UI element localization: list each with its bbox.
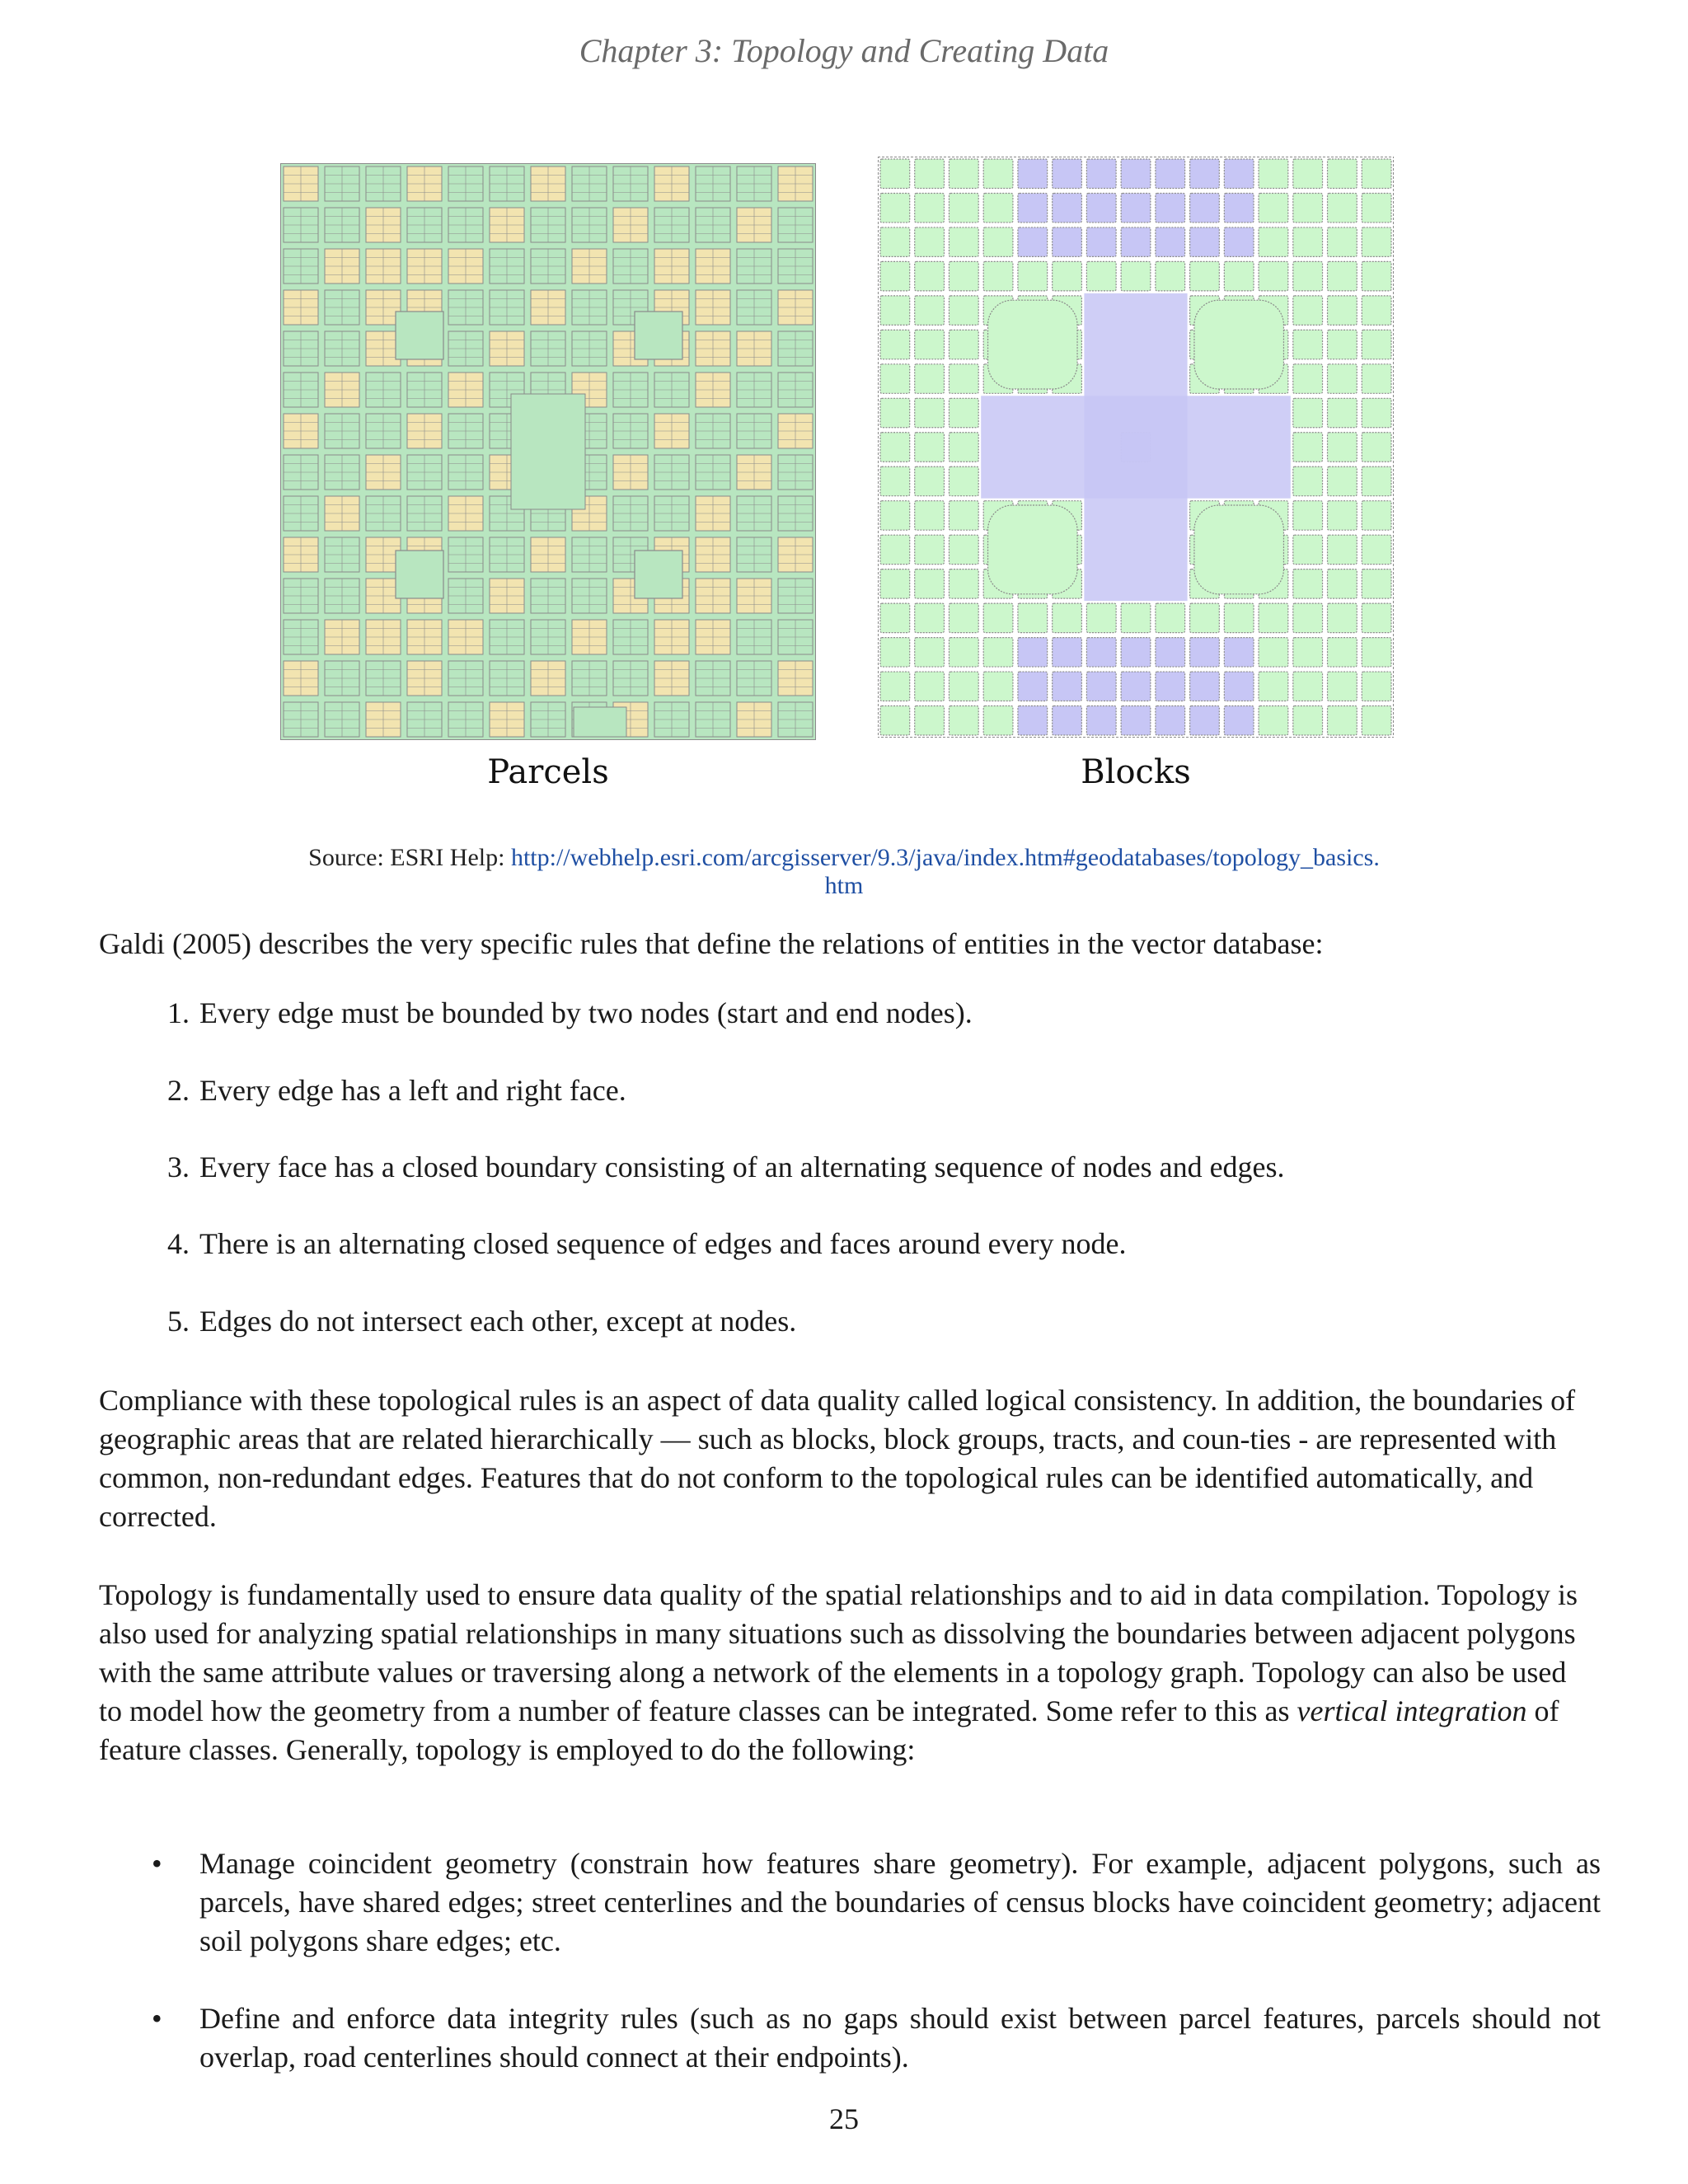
bullet-mark: • [152, 2002, 162, 2035]
blocks-map-image [878, 157, 1394, 738]
figure-source-caption [0, 844, 1688, 900]
topology-uses-paragraph [99, 1576, 1591, 1769]
emphasized-term: vertical integration [1296, 1694, 1527, 1727]
rule-text: Every face has a closed boundary consisting of an alternating sequence of nodes and edges. [199, 1151, 1285, 1183]
topology-figure [280, 157, 1401, 808]
source-link-continued[interactable]: htm [824, 872, 864, 899]
rule-text: There is an alternating closed sequence of edges and faces around every node. [199, 1227, 1127, 1260]
rule-text: Edges do not intersect each other, except at nodes. [199, 1305, 797, 1338]
blocks-label: Blocks [1081, 753, 1191, 791]
intro-paragraph: Galdi (2005) describes the very specific rules that define the relations of entities in the vector database: [99, 927, 1324, 960]
rule-number: 1. [167, 996, 190, 1029]
parcels-label: Parcels [487, 753, 609, 791]
rule-number: 4. [167, 1227, 190, 1260]
bullet-text: Define and enforce data integrity rules (such as no gaps should exist between parcel features, parcels should not overlap, road centerlines should connect at their endpoints). [199, 2002, 1601, 2074]
rule-number: 3. [167, 1151, 190, 1183]
chapter-header: Chapter 3: Topology and Creating Data [579, 32, 1109, 69]
logical-consistency-paragraph: Compliance with these topological rules is an aspect of data quality called logical consistency. In addition, the boundaries of geographic areas that are related hierarchically — such as blocks, block groups, tracts, and coun-ties - are represented with common, non-redundant edges. Features that do not conform to the topological rules can be identified automatically, and corrected. [99, 1384, 1576, 1533]
paragraph-text: Topology is fundamentally used to ensure data quality of the spatial relationships and to aid in data compilation. Topology is also used for analyzing spatial relationships in many situations such as dissolving the boundaries between adjacent polygons with the same attribute values or traversing along a network of the elements in a topology graph. Topology can also be used to model how the geometry from a number of feature classes can be integrated. Some refer to this as [99, 1578, 1578, 1727]
page-number: 25 [829, 2102, 859, 2135]
rule-text: Every edge has a left and right face. [199, 1074, 626, 1107]
bullet-text: Manage coincident geometry (constrain how features share geometry). For example, adjacent polygons, such as parcels, have shared edges; street centerlines and the boundaries of census blocks have coincident geometry; adjacent soil polygons share edges; etc. [199, 1847, 1601, 1957]
rule-number: 5. [167, 1305, 190, 1338]
paragraph-text: of feature classes. Generally, topology is employed to do the following: [99, 1694, 1559, 1766]
bullet-mark: • [152, 1847, 162, 1880]
source-link[interactable]: http://webhelp.esri.com/arcgisserver/9.3/java/index.htm#geodatabases/topology_basics. [510, 844, 1380, 871]
rule-number: 2. [167, 1074, 190, 1107]
rule-text: Every edge must be bounded by two nodes (start and end nodes). [199, 996, 973, 1029]
source-prefix: Source: ESRI Help: [308, 844, 505, 871]
parcels-map-image [280, 163, 816, 740]
